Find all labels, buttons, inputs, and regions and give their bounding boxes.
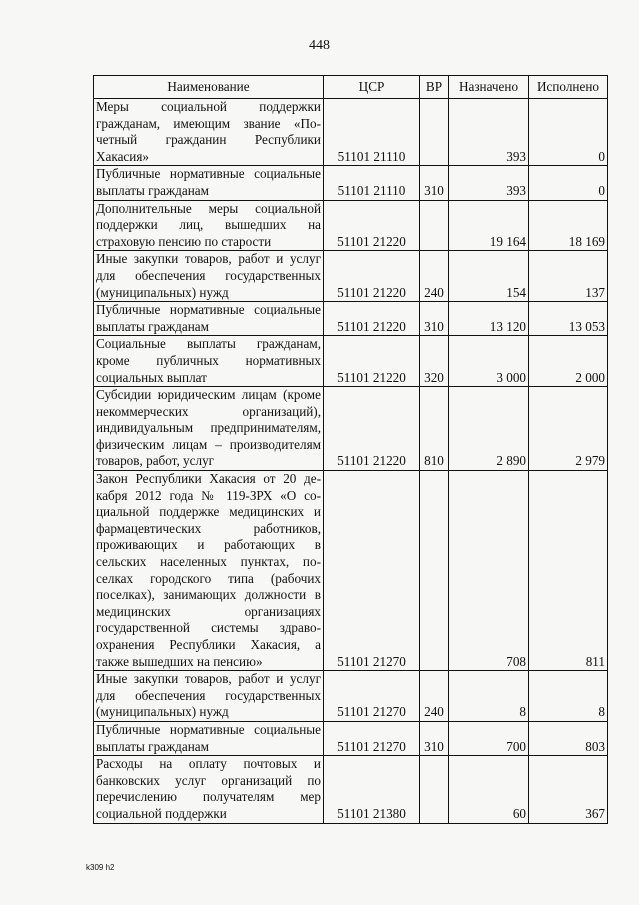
row-csr-cell: 51101 21220 xyxy=(324,302,420,336)
row-executed-cell: 2 000 xyxy=(529,336,608,387)
row-name-cell: Иные закупки товаров, работ и услуг для обеспечения государственных (муниципальных) нужд xyxy=(94,671,324,722)
table-row xyxy=(94,99,608,166)
footer-code: k309 h2 xyxy=(86,863,115,872)
row-vr-cell xyxy=(420,200,449,251)
row-executed-cell: 0 xyxy=(529,99,608,166)
row-executed-cell: 811 xyxy=(529,471,608,671)
table-row xyxy=(94,471,608,671)
row-vr-cell xyxy=(420,471,449,671)
row-csr-cell: 51101 21270 xyxy=(324,721,420,755)
row-csr-cell: 51101 21220 xyxy=(324,251,420,302)
table-row xyxy=(94,387,608,471)
row-executed-cell: 0 xyxy=(529,166,608,200)
row-name-cell: Публичные нормативные социальные выплаты гражданам xyxy=(94,721,324,755)
table-row xyxy=(94,200,608,251)
row-executed-cell: 13 053 xyxy=(529,302,608,336)
row-planned-cell: 8 xyxy=(449,671,529,722)
header-planned: Назначено xyxy=(449,76,529,99)
row-planned-cell: 3 000 xyxy=(449,336,529,387)
header-executed: Исполнено xyxy=(529,76,608,99)
table-row xyxy=(94,756,608,823)
row-executed-cell: 2 979 xyxy=(529,387,608,471)
row-planned-cell: 154 xyxy=(449,251,529,302)
table-row xyxy=(94,336,608,387)
row-planned-cell: 393 xyxy=(449,166,529,200)
row-name-cell: Публичные нормативные социальные выплаты гражданам xyxy=(94,302,324,336)
row-csr-cell: 51101 21220 xyxy=(324,200,420,251)
row-planned-cell: 2 890 xyxy=(449,387,529,471)
header-name: Наименование xyxy=(94,76,324,99)
row-csr-cell: 51101 21220 xyxy=(324,387,420,471)
row-name-cell: Расходы на оплату почтовых и банковских услуг организаций по перечислению получателям мер социальной поддержки xyxy=(94,756,324,823)
row-executed-cell: 137 xyxy=(529,251,608,302)
row-name-cell: Иные закупки товаров, работ и услуг для обеспечения государственных (муниципальных) нужд xyxy=(94,251,324,302)
row-csr-cell: 51101 21380 xyxy=(324,756,420,823)
row-executed-cell: 18 169 xyxy=(529,200,608,251)
row-csr-cell: 51101 21110 xyxy=(324,166,420,200)
table-row xyxy=(94,671,608,722)
row-csr-cell: 51101 21220 xyxy=(324,336,420,387)
row-planned-cell: 708 xyxy=(449,471,529,671)
row-vr-cell xyxy=(420,756,449,823)
row-vr-cell: 810 xyxy=(420,387,449,471)
row-vr-cell xyxy=(420,99,449,166)
row-csr-cell: 51101 21110 xyxy=(324,99,420,166)
table-row xyxy=(94,251,608,302)
table-row xyxy=(94,166,608,200)
page-number: 448 xyxy=(309,38,330,53)
row-planned-cell: 700 xyxy=(449,721,529,755)
row-name-cell: Закон Республики Хакасия от 20 декабря 2012 года № 119-ЗРХ «О социальной поддержке медицинских и фармацевтических работников, проживающих и работающих в сельских населенных пунктах, поселках городского типа (рабочих поселках), занимающих должности в медицинских организациях государственной системы здравоохранения Республики Хакасия, а также вышедших на пенсию» xyxy=(94,471,324,671)
row-csr-cell: 51101 21270 xyxy=(324,671,420,722)
table-header-row xyxy=(94,76,608,99)
row-vr-cell: 310 xyxy=(420,166,449,200)
row-planned-cell: 19 164 xyxy=(449,200,529,251)
row-vr-cell: 310 xyxy=(420,302,449,336)
table-row xyxy=(94,302,608,336)
row-csr-cell: 51101 21270 xyxy=(324,471,420,671)
row-executed-cell: 8 xyxy=(529,671,608,722)
row-vr-cell: 240 xyxy=(420,251,449,302)
row-planned-cell: 60 xyxy=(449,756,529,823)
row-vr-cell: 240 xyxy=(420,671,449,722)
row-name-cell: Публичные нормативные социальные выплаты гражданам xyxy=(94,166,324,200)
row-executed-cell: 367 xyxy=(529,756,608,823)
budget-table xyxy=(93,75,608,824)
row-executed-cell: 803 xyxy=(529,721,608,755)
table-row xyxy=(94,721,608,755)
row-planned-cell: 393 xyxy=(449,99,529,166)
row-name-cell: Меры социальной поддержки гражданам, имеющим звание «Почетный гражданин Республики Хакасия» xyxy=(94,99,324,166)
row-vr-cell: 310 xyxy=(420,721,449,755)
header-vr: ВР xyxy=(420,76,449,99)
row-name-cell: Субсидии юридическим лицам (кроме некоммерческих организаций), индивидуальным предпринимателям, физическим лицам – производителям товаров, работ, услуг xyxy=(94,387,324,471)
row-name-cell: Дополнительные меры социальной поддержки лиц, вышедших на страховую пенсию по старости xyxy=(94,200,324,251)
header-csr: ЦСР xyxy=(324,76,420,99)
row-planned-cell: 13 120 xyxy=(449,302,529,336)
row-vr-cell: 320 xyxy=(420,336,449,387)
row-name-cell: Социальные выплаты гражданам, кроме публичных нормативных социальных выплат xyxy=(94,336,324,387)
